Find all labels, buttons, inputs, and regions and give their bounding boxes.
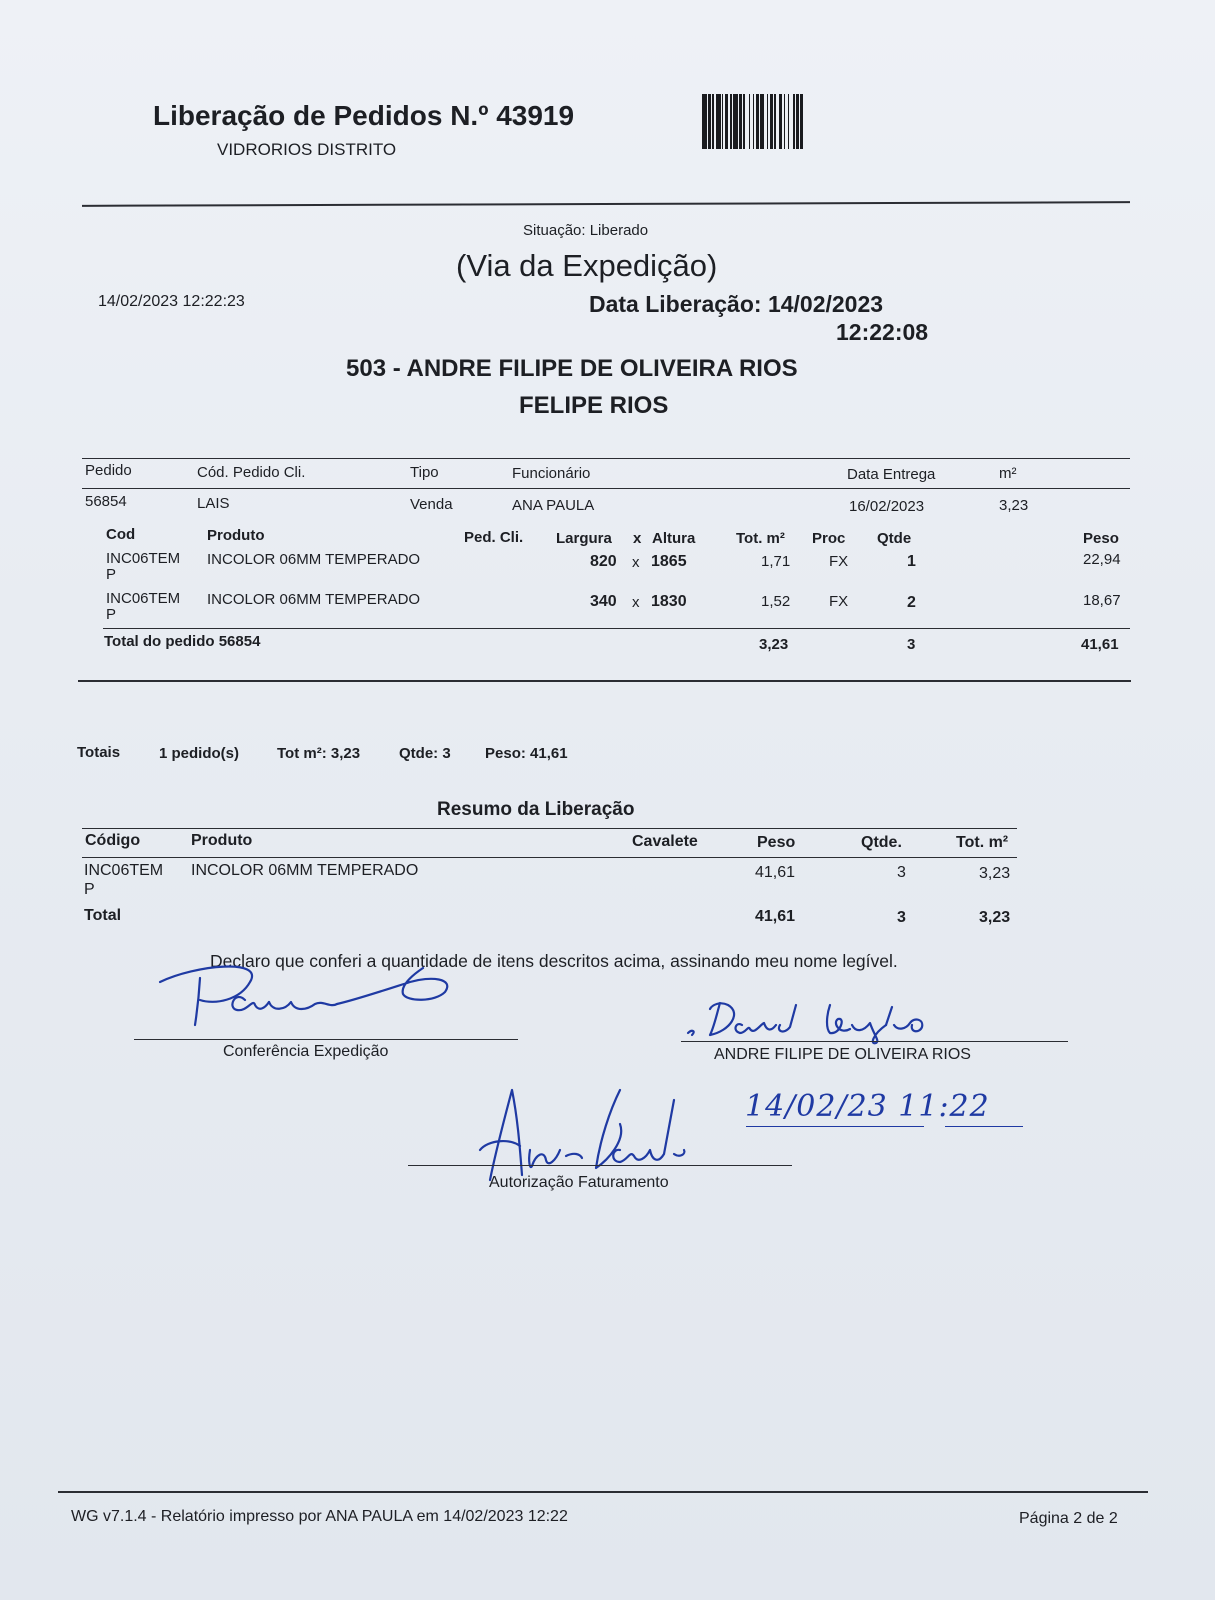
resumo-total-label: Total [84, 907, 122, 924]
order-data-entrega: 16/02/2023 [849, 498, 925, 515]
item-row-1-qtde: 1 [907, 553, 916, 570]
order-m2: 3,23 [999, 497, 1029, 514]
item-row-1-largura: 820 [590, 553, 617, 570]
signature-label-cliente: ANDRE FILIPE DE OLIVEIRA RIOS [714, 1046, 971, 1063]
resumo-col-tot-m2: Tot. m² [956, 834, 1009, 851]
items-total-label: Total do pedido 56854 [104, 633, 261, 650]
totals-label: Totais [77, 744, 121, 761]
header-divider [82, 201, 1130, 207]
item-row-2-proc: FX [829, 593, 849, 610]
item-row-1-cod-cont: P [106, 566, 117, 583]
via-label: (Via da Expedição) [456, 248, 718, 283]
item-row-2-cod: INC06TEM [106, 590, 181, 607]
item-col-x: x [633, 530, 642, 547]
declaration-text: Declaro que conferi a quantidade de itens descritos acima, assinando meu nome legível. [210, 951, 898, 971]
order-pedido: 56854 [85, 493, 127, 510]
situacao: Situação: Liberado [523, 222, 649, 239]
totals-tot-m2: Tot m²: 3,23 [277, 745, 361, 762]
item-row-2-cod-cont: P [106, 606, 117, 623]
item-row-1-altura: 1865 [651, 553, 687, 570]
items-total-m2: 3,23 [759, 636, 789, 653]
footer-page-number: Página 2 de 2 [1019, 1510, 1118, 1527]
item-row-2-largura: 340 [590, 593, 617, 610]
resumo-row-tot-m2: 3,23 [979, 865, 1011, 882]
item-col-altura: Altura [652, 530, 696, 547]
signature-label-conferencia: Conferência Expedição [223, 1043, 389, 1060]
col-funcionario: Funcionário [512, 465, 591, 482]
order-tipo: Venda [410, 496, 453, 513]
barcode [702, 94, 888, 149]
order-cod-pedido-cli: LAIS [197, 495, 230, 512]
items-total-peso: 41,61 [1081, 636, 1119, 653]
signature-conferencia [155, 960, 475, 1040]
item-row-1-proc: FX [829, 553, 849, 570]
items-total-qtde: 3 [907, 636, 916, 653]
totals-pedidos: 1 pedido(s) [159, 745, 240, 762]
resumo-col-peso: Peso [757, 834, 796, 851]
item-row-2-tot-m2: 1,52 [761, 593, 791, 610]
footer-report-info: WG v7.1.4 - Relatório impresso por ANA PAULA em 14/02/2023 12:22 [71, 1508, 568, 1525]
item-row-2-produto: INCOLOR 06MM TEMPERADO [207, 591, 421, 608]
item-col-produto: Produto [207, 527, 265, 544]
resumo-row-codigo-cont: P [84, 881, 95, 898]
signature-line-conferencia [134, 1039, 518, 1040]
handwritten-time-underline [945, 1126, 1023, 1127]
col-pedido: Pedido [85, 462, 132, 479]
order-top-rule [82, 458, 1130, 459]
col-cod-pedido-cli: Cód. Pedido Cli. [197, 464, 306, 481]
resumo-row-codigo: INC06TEM [84, 862, 164, 879]
signature-label-autorizacao: Autorização Faturamento [489, 1174, 669, 1191]
resumo-top-rule [82, 828, 1017, 829]
item-row-1-peso: 22,94 [1083, 551, 1121, 568]
cliente-name: 503 - ANDRE FILIPE DE OLIVEIRA RIOS [346, 355, 798, 382]
signature-line-cliente [681, 1041, 1068, 1042]
resumo-col-cavalete: Cavalete [632, 833, 698, 850]
resumo-header-rule [82, 857, 1017, 858]
order-bottom-rule [78, 680, 1131, 682]
footer-rule [58, 1491, 1148, 1493]
cliente-subname: FELIPE RIOS [519, 392, 669, 419]
resumo-total-peso: 41,61 [755, 908, 796, 925]
item-col-tot-m2: Tot. m² [736, 530, 785, 547]
printed-at: 14/02/2023 12:22:23 [98, 293, 245, 310]
handwritten-date: 14/02/23 11:22 [745, 1089, 990, 1124]
item-col-cod: Cod [106, 526, 136, 543]
data-liberacao-time: 12:22:08 [836, 319, 929, 345]
item-row-2-x: x [632, 594, 640, 611]
resumo-row-produto: INCOLOR 06MM TEMPERADO [191, 862, 419, 879]
resumo-col-codigo: Código [85, 832, 141, 849]
signature-cliente [680, 995, 970, 1045]
handwritten-date-underline [746, 1126, 924, 1127]
item-col-proc: Proc [812, 530, 846, 547]
item-col-qtde: Qtde [877, 530, 912, 547]
resumo-total-qtde: 3 [897, 909, 906, 926]
order-header-rule [82, 488, 1130, 489]
barcode-bar [800, 94, 803, 149]
item-col-largura: Largura [556, 530, 612, 547]
resumo-total-tot-m2: 3,23 [979, 909, 1011, 926]
col-tipo: Tipo [410, 464, 439, 481]
col-data-entrega: Data Entrega [847, 466, 936, 483]
totals-peso: Peso: 41,61 [485, 745, 568, 762]
document-title: Liberação de Pedidos N.º 43919 [153, 100, 575, 131]
item-row-2-altura: 1830 [651, 593, 687, 610]
company-name: VIDRORIOS DISTRITO [217, 140, 397, 159]
item-row-1-tot-m2: 1,71 [761, 553, 791, 570]
items-total-rule [103, 628, 1130, 629]
resumo-row-peso: 41,61 [755, 864, 796, 881]
item-row-1-x: x [632, 554, 640, 571]
col-m2: m² [999, 465, 1017, 482]
resumo-row-qtde: 3 [897, 864, 906, 881]
item-col-peso: Peso [1083, 530, 1119, 547]
resumo-col-produto: Produto [191, 832, 253, 849]
item-row-1-cod: INC06TEM [106, 550, 181, 567]
totals-qtde: Qtde: 3 [399, 745, 451, 762]
item-row-1-produto: INCOLOR 06MM TEMPERADO [207, 551, 421, 568]
order-funcionario: ANA PAULA [512, 497, 595, 514]
resumo-col-qtde: Qtde. [861, 834, 902, 851]
item-col-ped-cli: Ped. Cli. [464, 529, 524, 546]
item-row-2-qtde: 2 [907, 594, 916, 611]
signature-line-autorizacao [408, 1165, 792, 1166]
resumo-title: Resumo da Liberação [437, 799, 635, 820]
item-row-2-peso: 18,67 [1083, 592, 1121, 609]
data-liberacao: Data Liberação: 14/02/2023 [589, 291, 884, 317]
